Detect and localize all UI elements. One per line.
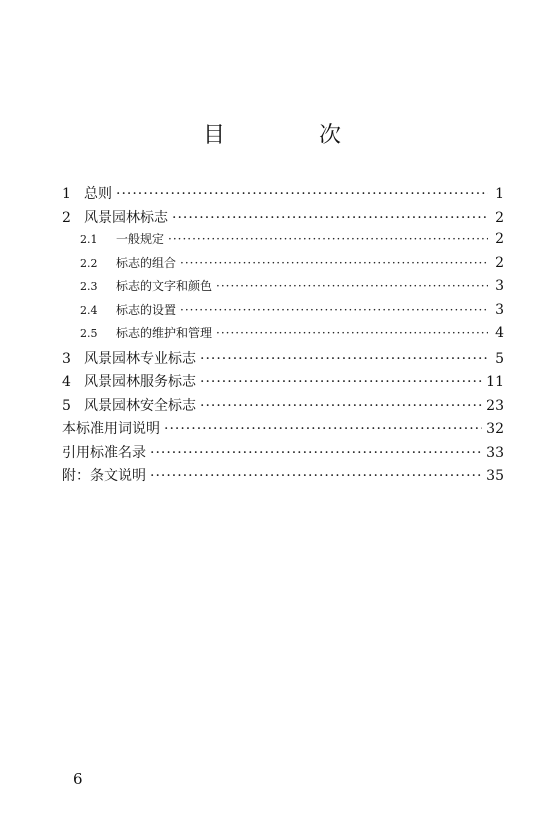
toc-entry-page: 35 bbox=[486, 468, 504, 484]
toc-entry[interactable] bbox=[62, 442, 504, 466]
toc-entry[interactable] bbox=[62, 395, 504, 419]
leader-dots bbox=[216, 326, 488, 340]
toc-entry-page: 2 bbox=[495, 254, 504, 271]
toc-entry-label: 标志的维护和管理 bbox=[116, 326, 213, 340]
toc-entry-page: 1 bbox=[495, 186, 504, 202]
table-of-contents bbox=[62, 183, 504, 489]
toc-entry-number: 2.5 bbox=[80, 327, 98, 340]
leader-dots bbox=[200, 351, 488, 367]
toc-entry[interactable] bbox=[62, 348, 504, 372]
toc-entry-label: 风景园林服务标志 bbox=[84, 374, 196, 390]
page-number: 6 bbox=[73, 770, 83, 788]
toc-subentry[interactable] bbox=[62, 277, 504, 301]
toc-entry-page: 3 bbox=[495, 278, 504, 294]
leader-dots bbox=[168, 232, 488, 246]
toc-entry-page: 23 bbox=[486, 397, 504, 414]
toc-entry-number: 4 bbox=[62, 374, 71, 390]
toc-entry-page: 5 bbox=[495, 350, 504, 367]
toc-entry-label: 总则 bbox=[84, 186, 112, 202]
toc-entry-page: 4 bbox=[495, 325, 504, 341]
toc-entry-page: 32 bbox=[486, 421, 504, 437]
toc-subentry[interactable] bbox=[62, 230, 504, 254]
toc-entry-page: 3 bbox=[495, 301, 504, 318]
toc-entry-number: 2.1 bbox=[80, 233, 98, 246]
toc-entry-label: 标志的设置 bbox=[116, 302, 177, 317]
toc-subentry[interactable] bbox=[62, 301, 504, 325]
toc-entry-page: 2 bbox=[495, 231, 504, 247]
toc-entry-page: 33 bbox=[486, 444, 504, 461]
toc-entry-label: 引用标准名录 bbox=[62, 444, 146, 461]
leader-dots bbox=[150, 468, 482, 484]
leader-dots bbox=[172, 210, 488, 226]
toc-entry[interactable] bbox=[62, 207, 504, 231]
toc-entry-number: 2.4 bbox=[80, 303, 98, 317]
toc-entry-page: 11 bbox=[486, 374, 504, 390]
toc-title: 目 次 bbox=[202, 123, 377, 148]
toc-entry-number: 1 bbox=[62, 186, 71, 202]
toc-entry-label: 风景园林标志 bbox=[84, 209, 168, 226]
leader-dots bbox=[216, 279, 488, 293]
toc-entry-number: 5 bbox=[62, 397, 71, 414]
toc-entry-label: 一般规定 bbox=[116, 232, 165, 246]
toc-entry-label: 风景园林专业标志 bbox=[84, 350, 196, 367]
toc-entry[interactable] bbox=[62, 371, 504, 395]
toc-entry-label: 本标准用词说明 bbox=[62, 421, 160, 437]
toc-entry-number: 2.3 bbox=[80, 280, 98, 293]
leader-dots bbox=[200, 398, 482, 414]
toc-entry[interactable] bbox=[62, 183, 504, 207]
toc-entry-label: 风景园林安全标志 bbox=[84, 397, 196, 414]
toc-entry-label: 标志的文字和颜色 bbox=[116, 279, 213, 293]
leader-dots bbox=[164, 421, 482, 437]
toc-entry-number: 2 bbox=[62, 209, 71, 226]
leader-dots bbox=[180, 303, 488, 317]
toc-entry-number: 2.2 bbox=[80, 256, 98, 270]
toc-entry-page: 2 bbox=[495, 209, 504, 226]
leader-dots bbox=[180, 256, 488, 270]
toc-entry[interactable] bbox=[62, 418, 504, 442]
leader-dots bbox=[150, 445, 482, 461]
toc-subentry[interactable] bbox=[62, 324, 504, 348]
toc-entry-number: 3 bbox=[62, 350, 71, 367]
toc-subentry[interactable] bbox=[62, 254, 504, 278]
leader-dots bbox=[200, 374, 482, 390]
toc-entry[interactable] bbox=[62, 465, 504, 489]
toc-entry-label: 标志的组合 bbox=[116, 255, 177, 270]
toc-entry-label: 附：条文说明 bbox=[62, 468, 146, 484]
leader-dots bbox=[116, 186, 488, 202]
